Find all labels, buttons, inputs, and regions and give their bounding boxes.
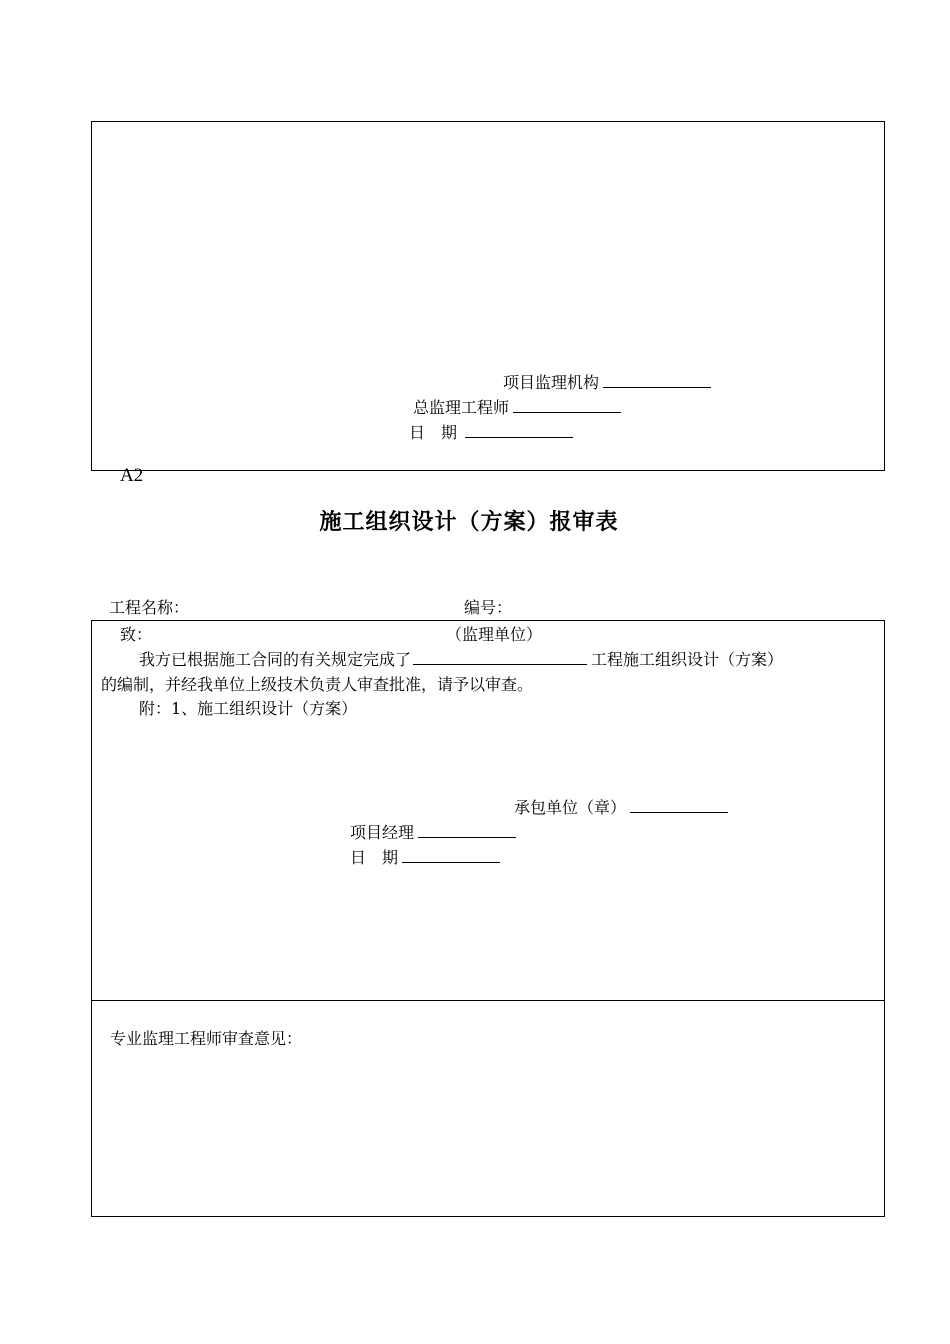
number-label: 编号： — [464, 598, 513, 617]
to-unit-label: （监理单位） — [446, 625, 543, 644]
pm-signature — [350, 823, 516, 843]
supervision-org-label: 项目监理机构 — [503, 373, 600, 392]
para-text-before: 我方已根据施工合同的有关规定完成了 — [139, 650, 412, 669]
paragraph-line-2: 的编制，并经我单位上级技术负责人审查批准，请予以审查。 — [101, 675, 534, 694]
attachment-line: 附：1、施工组织设计（方案） — [139, 699, 358, 718]
project-name-label: 工程名称： — [109, 598, 190, 617]
top-date-label: 日 期 — [409, 423, 458, 442]
chief-engineer-signature — [413, 398, 621, 418]
top-date-blank[interactable] — [465, 423, 573, 438]
chief-engineer-label: 总监理工程师 — [413, 398, 510, 417]
supervision-org-blank[interactable] — [603, 373, 711, 388]
page-title: 施工组织设计（方案）报审表 — [319, 509, 619, 535]
pm-label: 项目经理 — [350, 823, 415, 842]
chief-engineer-blank[interactable] — [513, 398, 621, 413]
body-date-blank[interactable] — [402, 848, 500, 863]
contractor-label: 承包单位（章） — [514, 798, 627, 817]
pm-blank[interactable] — [418, 823, 516, 838]
form-code: A2 — [120, 465, 144, 486]
body-date-signature — [350, 848, 500, 868]
top-date-signature — [409, 423, 573, 443]
paragraph-line-1 — [139, 650, 783, 670]
project-blank[interactable] — [413, 650, 587, 665]
review-label: 专业监理工程师审查意见： — [110, 1029, 303, 1048]
to-label: 致： — [120, 625, 153, 644]
contractor-signature — [514, 798, 728, 818]
para-text-after: 工程施工组织设计（方案） — [591, 650, 784, 669]
body-date-label: 日 期 — [350, 848, 399, 867]
top-signature-box — [91, 121, 885, 471]
contractor-blank[interactable] — [630, 798, 728, 813]
supervision-org-signature — [503, 373, 711, 393]
